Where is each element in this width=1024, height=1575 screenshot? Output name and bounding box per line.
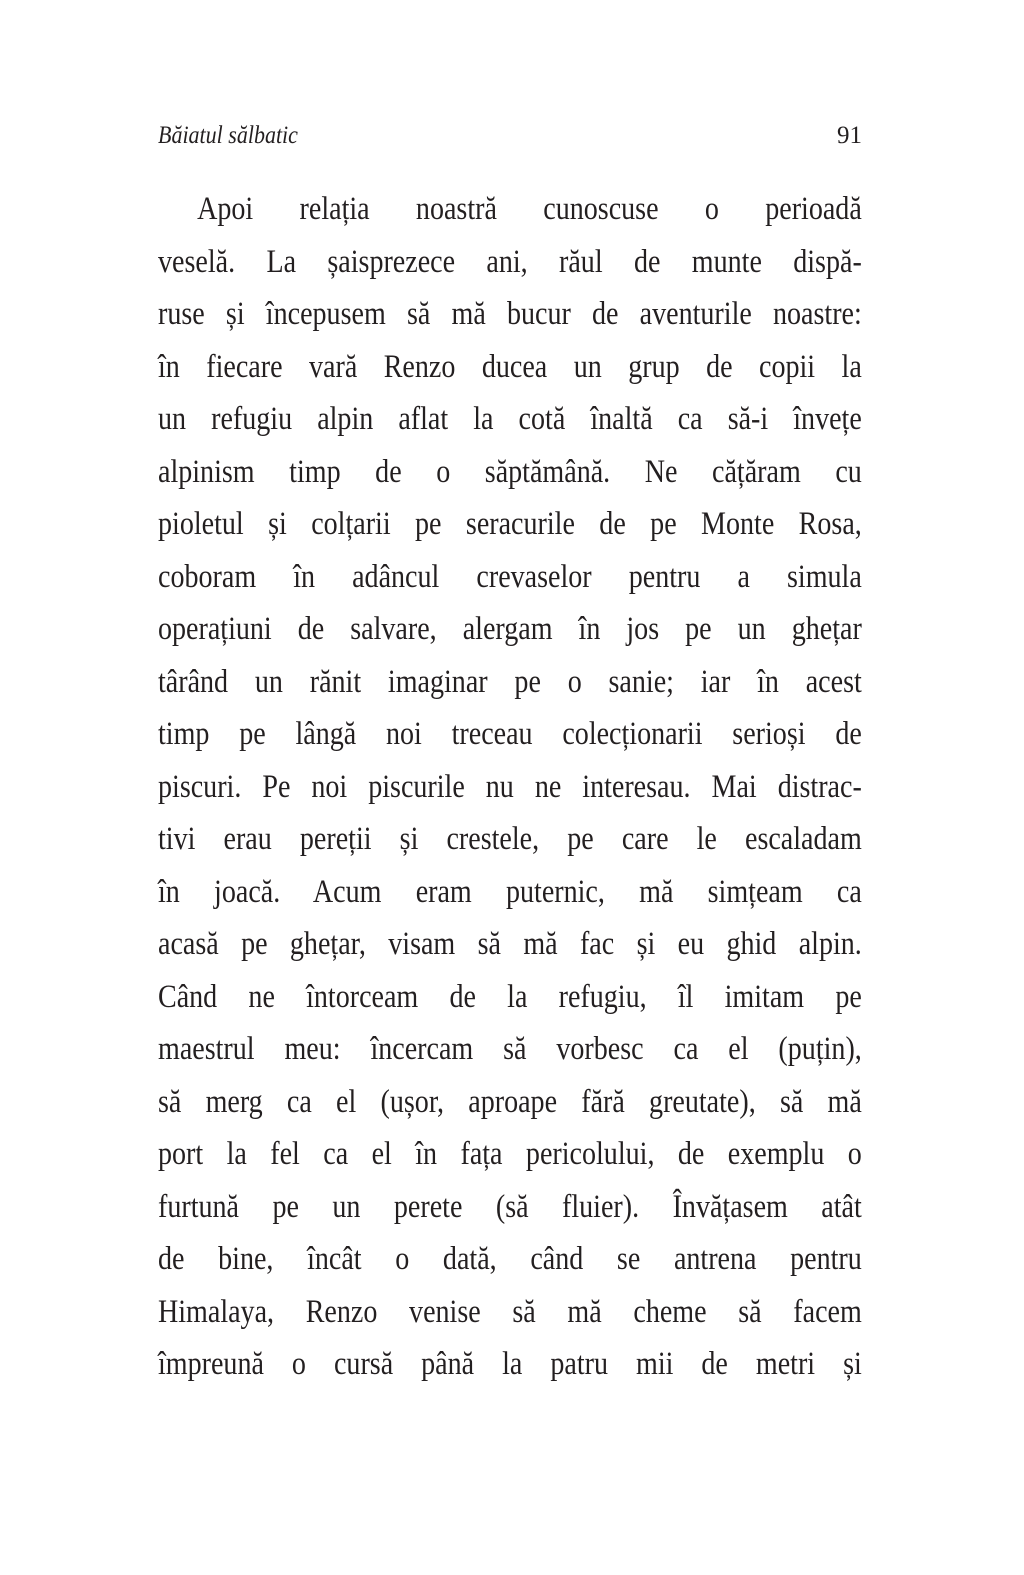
text-line: să merg ca el (ușor, aproape fără greutate), să mă [158, 1083, 862, 1120]
text-line: în fiecare vară Renzo ducea un grup de copii la [158, 348, 862, 385]
page-header [158, 122, 862, 158]
text-line: coboram în adâncul crevaselor pentru a simula [158, 558, 862, 595]
text-line: operațiuni de salvare, alergam în jos pe un ghețar [158, 611, 862, 647]
text-line: Apoi relația noastră cunoscuse o perioadă [197, 191, 862, 227]
text-line: veselă. La șaisprezece ani, răul de munte dispă- [158, 243, 862, 280]
text-line: port la fel ca el în fața pericolului, de exemplu o [158, 1136, 862, 1172]
text-line: târând un rănit imaginar pe o sanie; iar în acest [158, 663, 862, 700]
text-line: furtună pe un perete (să fluier). Învățasem atât [158, 1188, 862, 1225]
text-line: Când ne întorceam de la refugiu, îl imitam pe [158, 978, 862, 1015]
text-line: împreună o cursă până la patru mii de metri și [158, 1346, 862, 1382]
text-line: în joacă. Acum eram puternic, mă simțeam ca [158, 873, 862, 910]
text-line: tivi erau pereții și crestele, pe care le escaladam [158, 821, 862, 857]
body-text [158, 183, 986, 1391]
text-line: alpinism timp de o săptămână. Ne cățăram cu [158, 453, 862, 490]
text-line: pioletul și colțarii pe seracurile de pe Monte Rosa, [158, 506, 862, 542]
text-line: de bine, încât o dată, când se antrena pentru [158, 1241, 862, 1277]
text-line: maestrul meu: încercam să vorbesc ca el (puțin), [158, 1031, 862, 1067]
text-line: ruse și începusem să mă bucur de aventurile noastre: [158, 296, 862, 332]
text-line: timp pe lângă noi treceau colecționarii serioși de [158, 716, 862, 752]
text-line: un refugiu alpin aflat la cotă înaltă ca să-i învețe [158, 401, 862, 437]
running-title: Băiatul sălbatic [158, 122, 298, 149]
text-line: piscuri. Pe noi piscurile nu ne interesau. Mai distrac- [158, 768, 862, 805]
page-number: 91 [837, 122, 862, 149]
text-line: Himalaya, Renzo venise să mă cheme să facem [158, 1293, 862, 1330]
text-line: acasă pe ghețar, visam să mă fac și eu ghid alpin. [158, 926, 862, 962]
